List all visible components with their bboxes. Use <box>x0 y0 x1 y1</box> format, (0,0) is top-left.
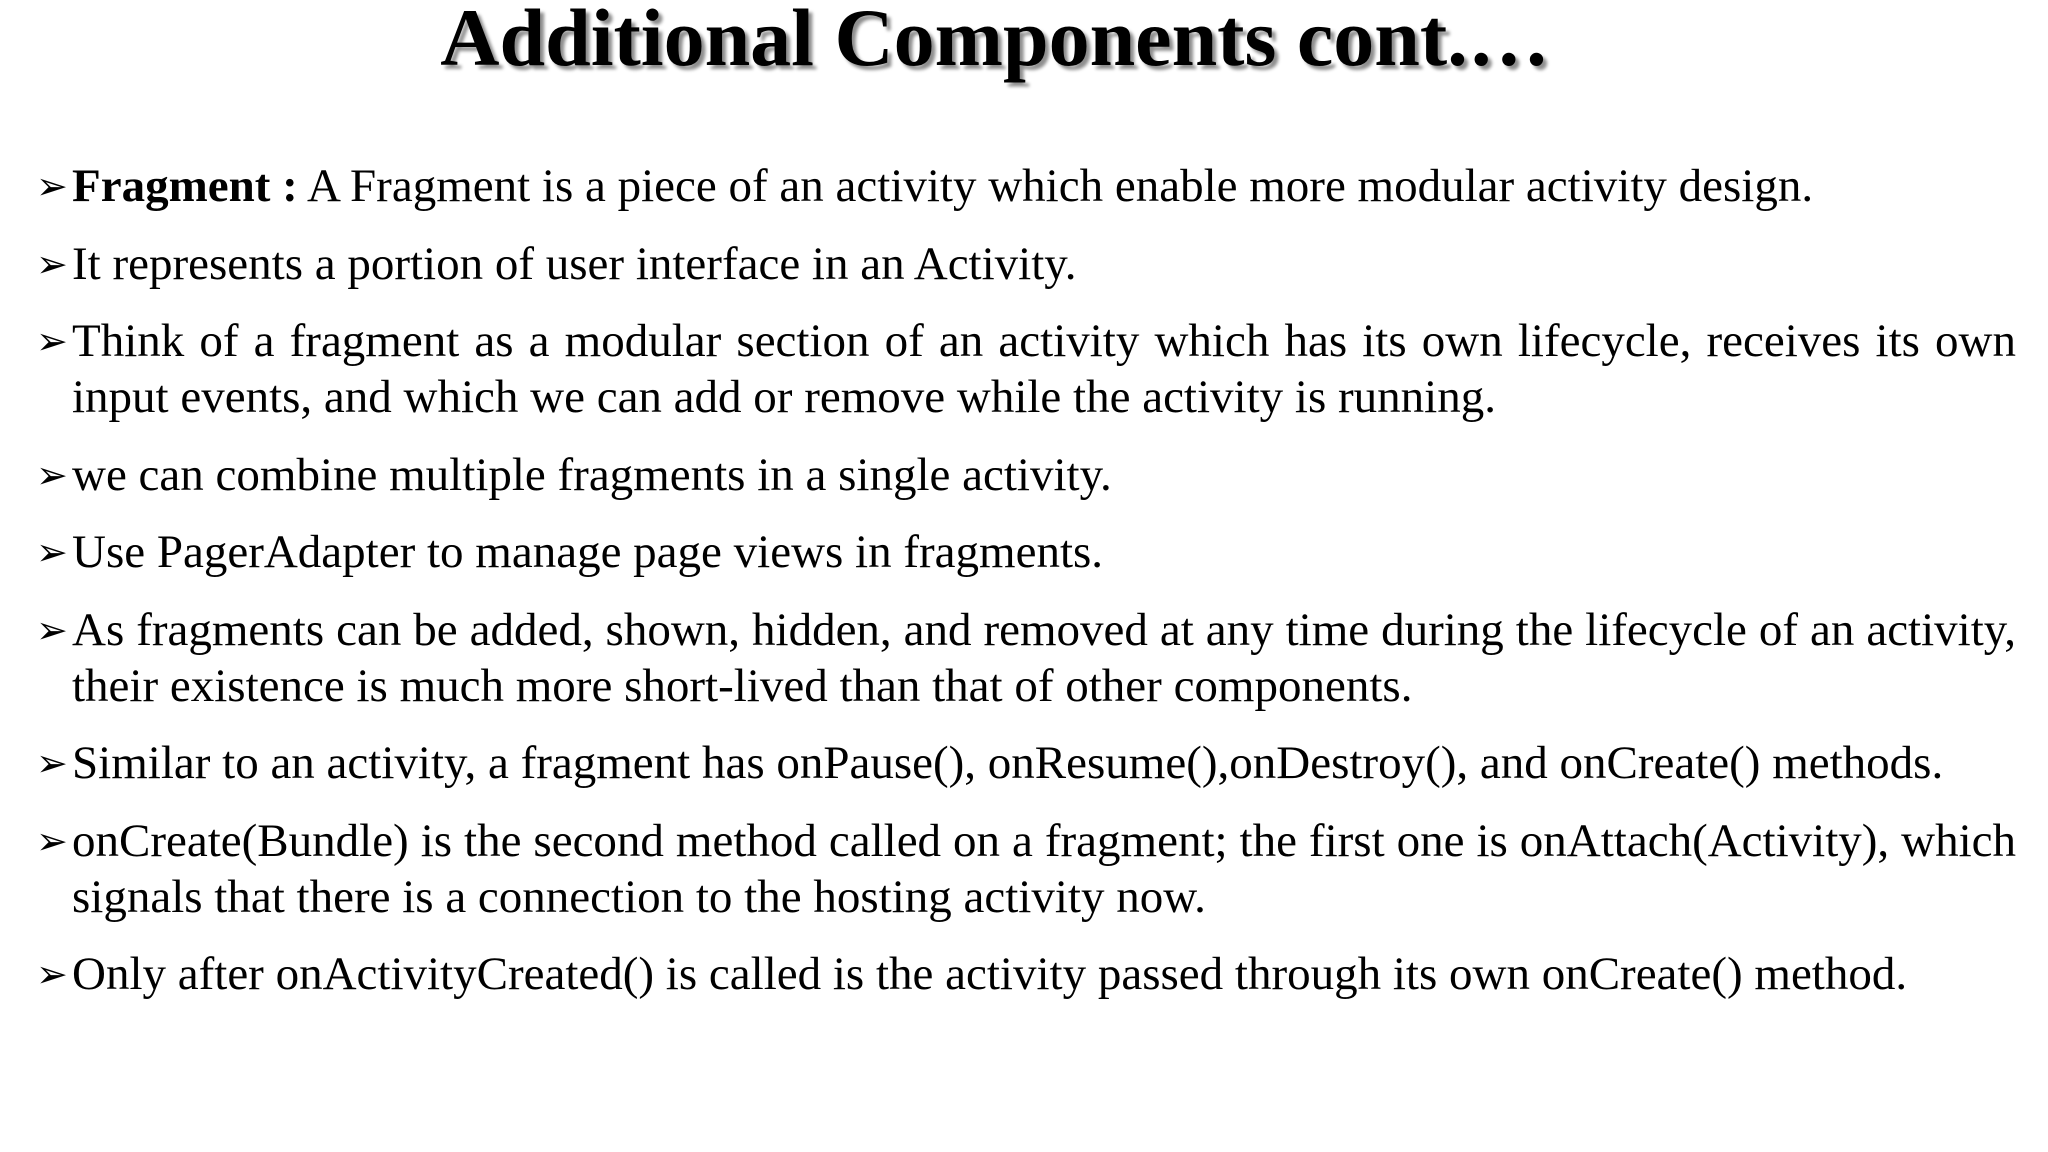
bullet-text: onCreate(Bundle) is the second method called on a fragment; the first one is onAttach(Activity), which signals that there is a connection to the hosting activity now. <box>72 814 2016 923</box>
arrow-bullet-icon: ➢ <box>36 952 68 996</box>
bullet-text: Use PagerAdapter to manage page views in fragments. <box>72 526 1104 578</box>
bullet-text: Similar to an activity, a fragment has onPause(), onResume(),onDestroy(), and onCreate() methods. <box>72 737 1944 789</box>
bullet-text: Think of a fragment as a modular section of an activity which has its own lifecycle, receives its own input events, and which we can add or remove while the activity is running. <box>72 315 2016 423</box>
arrow-bullet-icon: ➢ <box>36 607 68 652</box>
bullet-item <box>36 236 2016 292</box>
arrow-bullet-icon: ➢ <box>36 241 68 286</box>
arrow-bullet-icon: ➢ <box>36 164 68 208</box>
arrow-bullet-icon: ➢ <box>36 818 68 863</box>
arrow-bullet-icon: ➢ <box>36 741 68 785</box>
bullet-text: we can combine multiple fragments in a single activity. <box>72 448 1112 501</box>
bullet-text: A Fragment is a piece of an activity which enable more modular activity design. <box>297 160 1814 212</box>
arrow-bullet-icon: ➢ <box>36 319 68 363</box>
bullet-item <box>36 158 2016 214</box>
arrow-bullet-icon: ➢ <box>36 530 68 574</box>
bullet-item <box>36 313 2016 425</box>
bullet-item <box>36 447 2016 503</box>
arrow-bullet-icon: ➢ <box>36 452 68 497</box>
bullet-term: Fragment : <box>72 160 298 212</box>
bullet-item <box>36 813 2016 925</box>
bullet-item <box>36 524 2016 580</box>
bullet-list <box>36 158 2016 1024</box>
bullet-item <box>36 946 2016 1002</box>
bullet-text: Only after onActivityCreated() is called is the activity passed through its own onCreate() method. <box>72 948 1908 1000</box>
slide-title: Additional Components cont.… <box>440 0 1550 83</box>
bullet-item <box>36 735 2016 791</box>
bullet-text: It represents a portion of user interface in an Activity. <box>72 237 1077 290</box>
bullet-item <box>36 602 2016 714</box>
bullet-text: As fragments can be added, shown, hidden, and removed at any time during the lifecycle of an activity, their existence is much more short-lived than that of other components. <box>72 603 2016 712</box>
